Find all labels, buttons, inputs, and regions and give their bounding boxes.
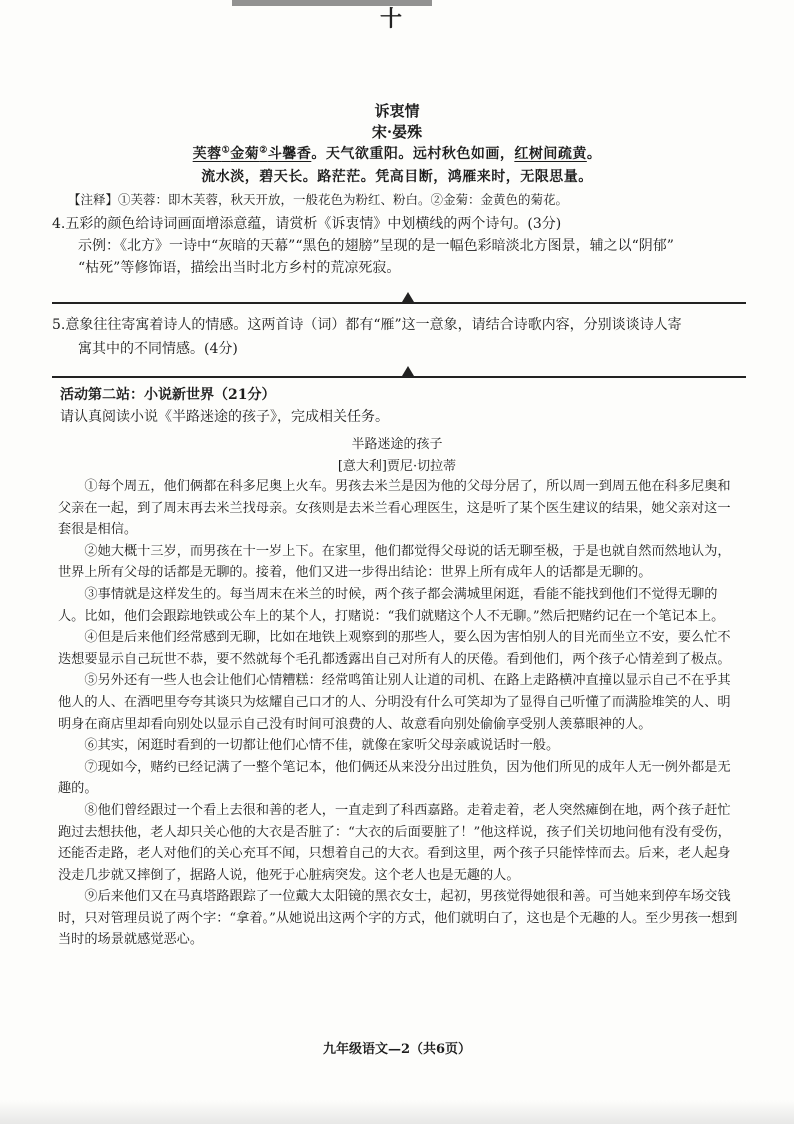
question-4-example-cont: “枯死”等修饰语，描绘出当时北方乡村的荒凉死寂。: [78, 260, 401, 276]
question-5-prompt-cont: 寓其中的不同情感。(4分): [78, 341, 238, 357]
question-4-example: 示例：《北方》一诗中“灰暗的天幕”“黑色的翅膀”呈现的是一幅色彩暗淡北方图景，辅之以“阴郁”: [78, 238, 674, 254]
paragraph: ③事情就是这样发生的。每当周末在米兰的时候，两个孩子都会满城里闲逛，看能不能找到他们不觉得无聊的人。比如，他们会跟踪地铁或公车上的某个人，打赌说：“我们就赌这个人不无聊。”然后把赌约记在一个笔记本上。: [58, 586, 725, 624]
poem-title: 诉衷情: [374, 102, 420, 120]
paragraph: ②她大概十三岁，而男孩在十一岁上下。在家里，他们都觉得父母说的话无聊至极，于是也就自然而然地认为，世界上所有父母的话都是无聊的。接着，他们又进一步得出结论：世界上所有成年人的话都是无聊的。: [58, 543, 731, 581]
paragraph: ⑥其实，闲逛时看到的一切都让他们心情不佳，就像在家听父母亲戚说话时一般。: [84, 738, 560, 754]
novel-title: 半路迷途的孩子: [351, 437, 443, 452]
section-heading: 活动第二站：小说新世界（21分）: [60, 387, 276, 403]
page-footer: 九年级语文—2（共6页）: [322, 1042, 472, 1057]
header-mark: 十: [380, 6, 403, 32]
novel-text: [58, 476, 738, 951]
section-instruction: 请认真阅读小说《半路迷途的孩子》，完成相关任务。: [60, 409, 389, 425]
question-5: [52, 313, 742, 361]
question-4-prompt: 4.五彩的颜色给诗词画面增添意蕴，请赏析《诉衷情》中划横线的两个诗句。(3分): [52, 216, 562, 232]
paragraph: ④但是后来他们经常感到无聊，比如在地铁上观察到的那些人，要么因为害怕别人的目光而坐立不安，要么忙不迭想要显示自己玩世不恭，要不然就每个毛孔都透露出自己对所有人的厌倦。看到他们，两个孩子心情差到了极点。: [58, 630, 731, 667]
paragraph: ⑦现如今，赌约已经记满了一整个笔记本，他们俩还从来没分出过胜负，因为他们所见的成年人无一例外都是无趣的。: [58, 759, 731, 797]
paragraph: ⑨后来他们又在马真塔路跟踪了一位戴大太阳镜的黑衣女士，起初，男孩觉得她很和善。可当她来到停车场交钱时，只对管理员说了两个字：“拿着。”从她说出这两个字的方式，他们就明白了，这也是个无趣的人。至少男孩一想到当时的场景就感觉恶心。: [58, 889, 738, 948]
triangle-marker: [402, 292, 414, 302]
novel-author: [意大利]贾尼·切拉蒂: [337, 459, 457, 474]
answer-line[interactable]: [52, 302, 746, 304]
poem-line-2: 流水淡，碧天长。路茫茫。凭高目断，鸿雁来时，无限思量。: [201, 169, 593, 185]
paragraph: ①每个周五，他们俩都在科多尼奥上火车。男孩去米兰是因为他的父母分居了，所以周一到周五他在科多尼奥和父亲在一起，到了周末再去米兰找母亲。女孩则是去米兰看心理医生，这是听了某个医生建议的结果，她父亲对这一套很是相信。: [58, 479, 731, 538]
underlined-phrase-2: 红树间疏黄: [514, 146, 587, 162]
scan-bottom-shade: [0, 1100, 794, 1124]
question-4: [52, 213, 752, 279]
paragraph: ⑤另外还有一些人也会让他们心情糟糕：经常鸣笛让别人让道的司机、在路上走路横冲直撞以显示自己不在乎其他人的人、在酒吧里夸夸其谈只为炫耀自己口才的人、分明没有什么可笑却为了显得自己听懂了而满脸堆笑的人、明明身在商店里却看向别处以显示自己没有时间可浪费的人、故意看向别处偷偷享受别人羡慕眼神的人。: [58, 673, 731, 732]
poem-note: 【注释】①芙蓉：即木芙蓉，秋天开放，一般花色为粉红、粉白。②金菊：金黄色的菊花。: [68, 192, 569, 207]
question-5-prompt: 5.意象往往寄寓着诗人的情感。这两首诗（词）都有“雁”这一意象，请结合诗歌内容，分别谈谈诗人寄: [52, 317, 682, 333]
answer-line[interactable]: [52, 376, 746, 378]
poem-line-1: 芙蓉①金菊②斗馨香。天气欲重阳。远村秋色如画，红树间疏黄。: [192, 145, 602, 162]
underlined-phrase-1: 芙蓉①金菊②斗馨香: [192, 145, 312, 162]
triangle-marker: [402, 366, 414, 376]
paragraph: ⑧他们曾经跟过一个看上去很和善的老人，一直走到了科西嘉路。走着走着，老人突然瘫倒在地，两个孩子赶忙跑过去想扶他，老人却只关心他的大衣是否脏了：“大衣的后面要脏了！”他这样说，孩子们关切地问他有没有受伤，还能否走路，老人对他们的关心充耳不闻，只想着自己的大衣。看到这里，两个孩子只能悻悻而去。后来，老人起身没走几步就又摔倒了，据路人说，他死于心脏病突发。这个老人也是无趣的人。: [58, 802, 731, 883]
poem-author: 宋·晏殊: [371, 123, 423, 141]
